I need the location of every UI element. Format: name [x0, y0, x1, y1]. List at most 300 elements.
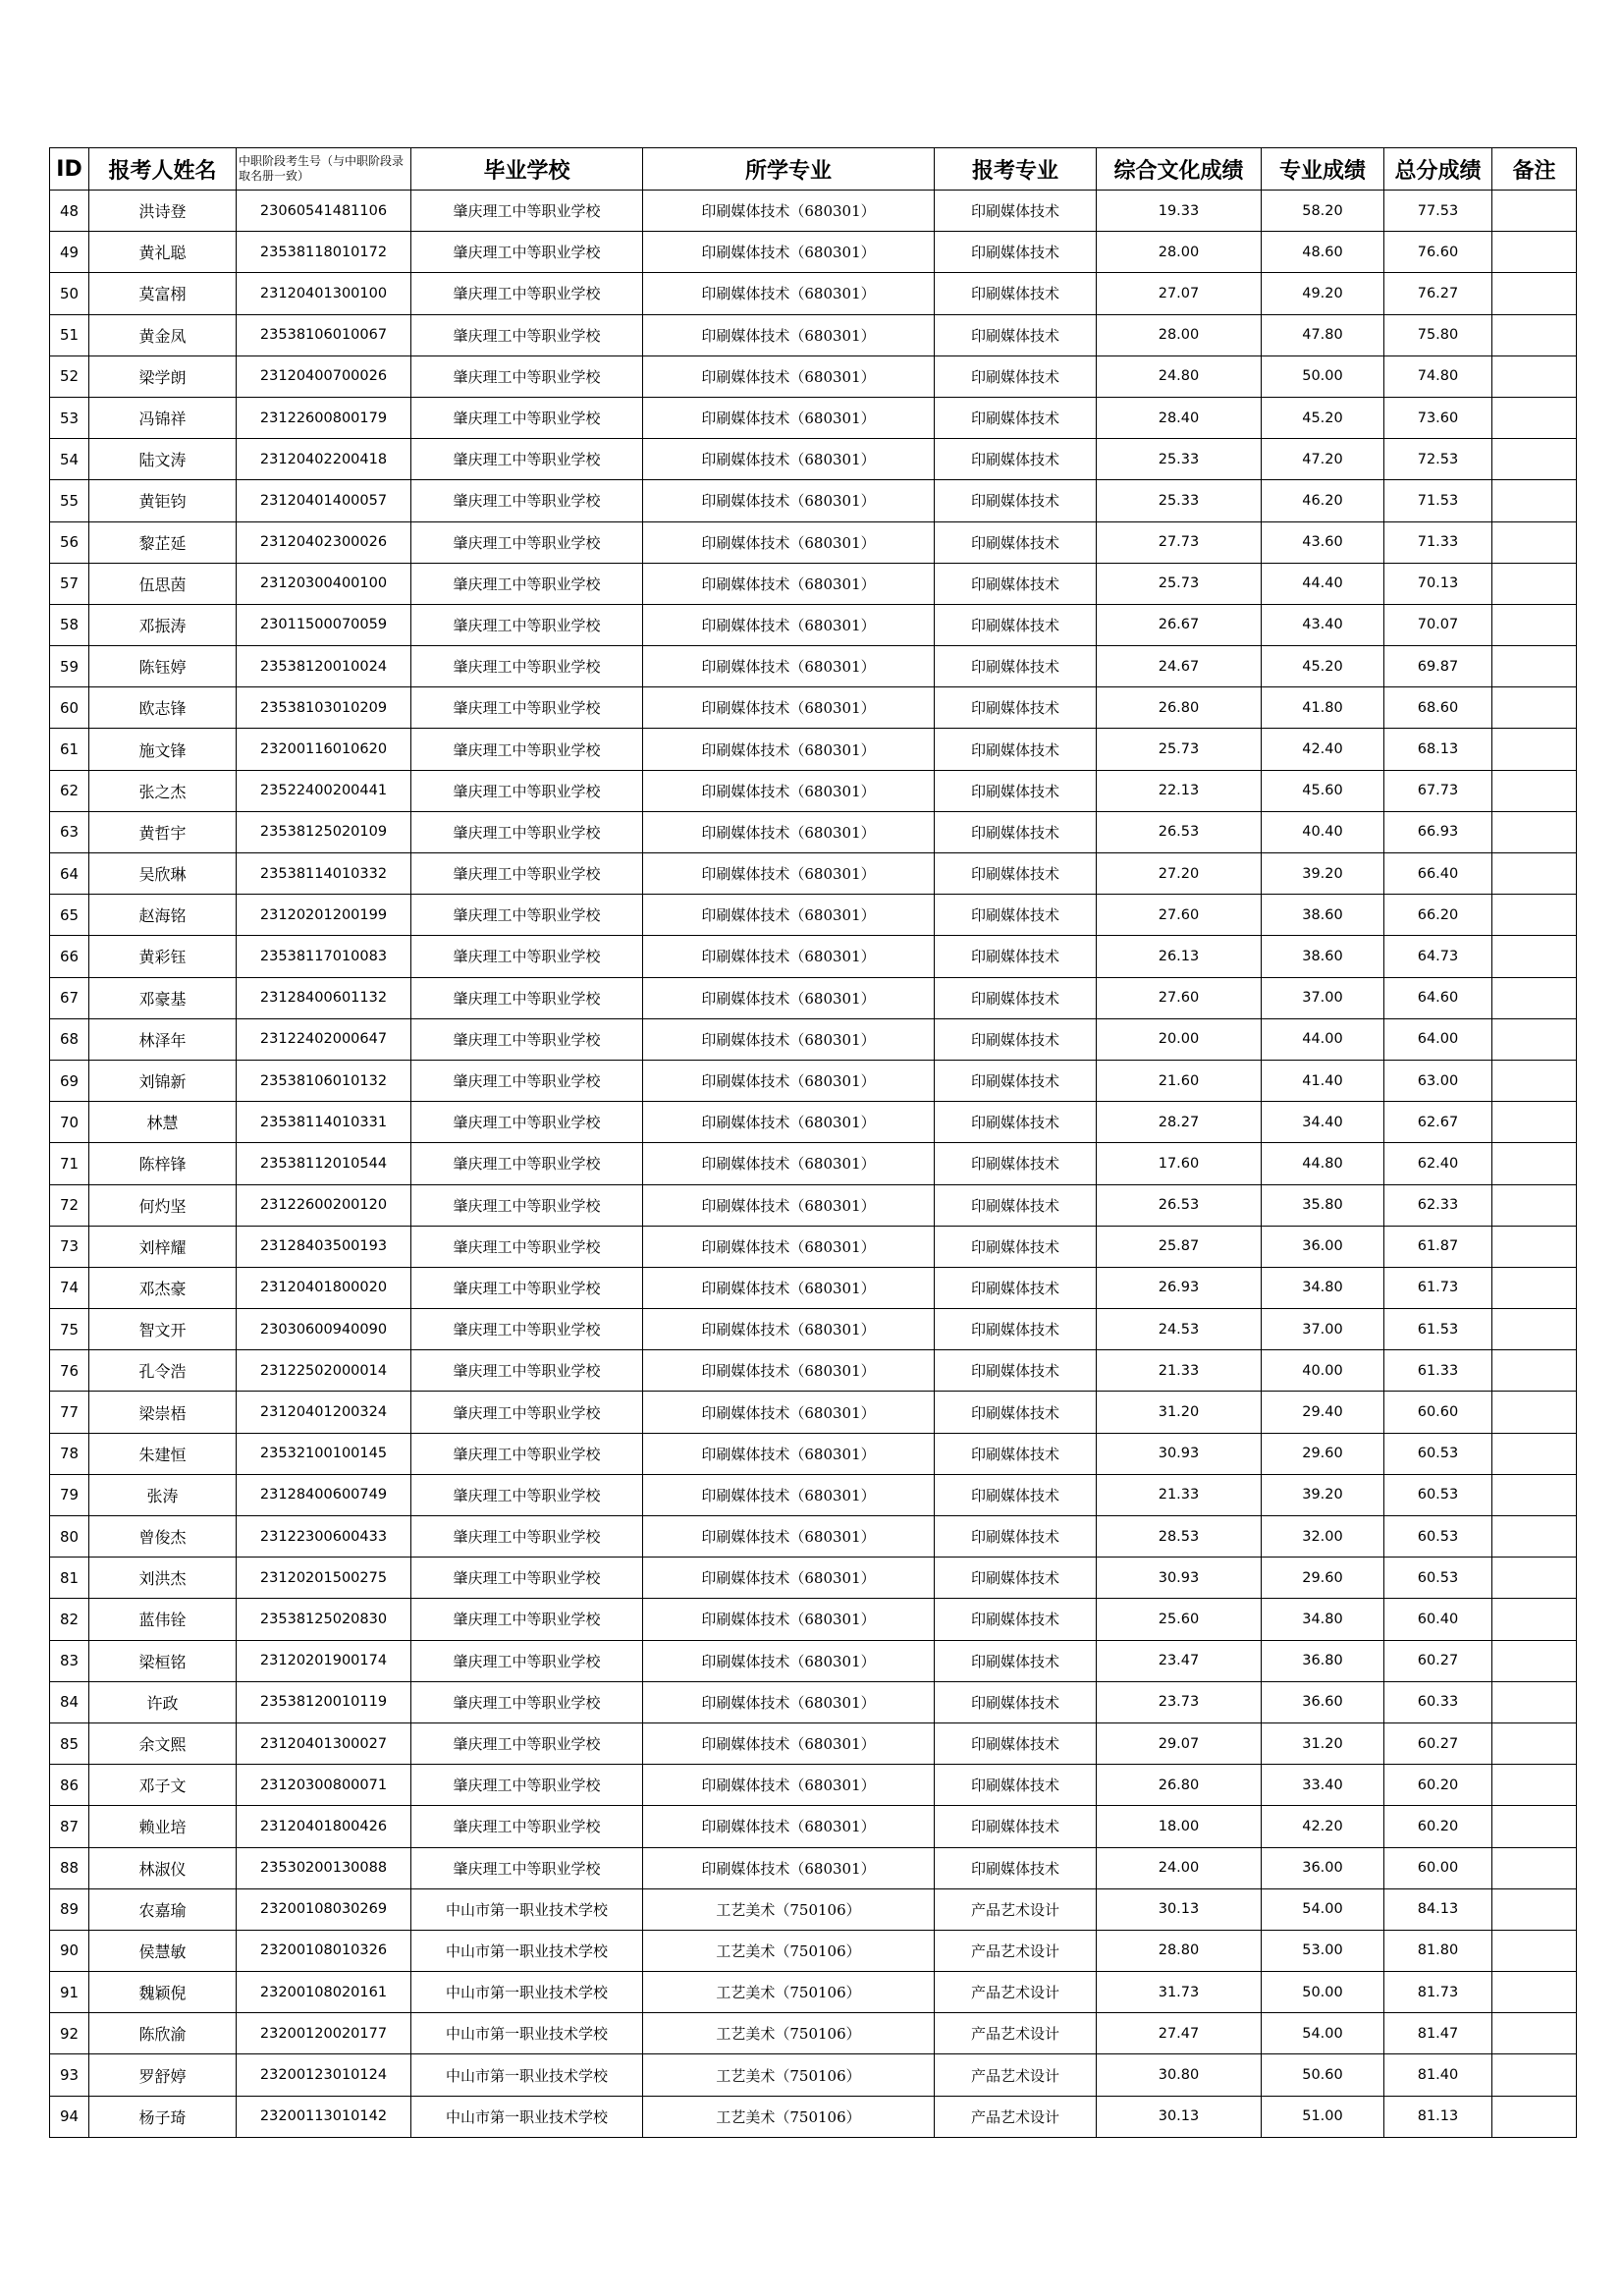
- cell-major-score: 50.00: [1262, 355, 1384, 397]
- cell-exam-no: 23538112010544: [237, 1143, 411, 1184]
- cell-major-score: 54.00: [1262, 1888, 1384, 1930]
- cell-name: 智文开: [89, 1309, 237, 1350]
- cell-remark: [1492, 1888, 1577, 1930]
- cell-remark: [1492, 1184, 1577, 1226]
- cell-remark: [1492, 314, 1577, 355]
- cell-total-score: 61.73: [1384, 1267, 1492, 1308]
- cell-culture-score: 26.67: [1097, 604, 1262, 645]
- cell-major-studied: 印刷媒体技术（680301）: [643, 1309, 935, 1350]
- cell-total-score: 68.60: [1384, 687, 1492, 729]
- cell-major-applied: 印刷媒体技术: [935, 1516, 1097, 1558]
- cell-school: 肇庆理工中等职业学校: [411, 563, 643, 604]
- header-exam-no: 中职阶段考生号（与中职阶段录取名册一致）: [237, 148, 411, 191]
- cell-culture-score: 23.73: [1097, 1681, 1262, 1722]
- cell-major-studied: 印刷媒体技术（680301）: [643, 314, 935, 355]
- table-row: [50, 191, 1577, 232]
- cell-major-score: 44.80: [1262, 1143, 1384, 1184]
- cell-culture-score: 27.07: [1097, 273, 1262, 314]
- table-row: [50, 1060, 1577, 1101]
- cell-name: 陈欣渝: [89, 2013, 237, 2054]
- cell-exam-no: 23122600200120: [237, 1184, 411, 1226]
- cell-major-studied: 印刷媒体技术（680301）: [643, 811, 935, 852]
- cell-id: 91: [50, 1972, 89, 2013]
- cell-name: 洪诗登: [89, 191, 237, 232]
- cell-major-studied: 印刷媒体技术（680301）: [643, 1640, 935, 1681]
- cell-id: 59: [50, 646, 89, 687]
- cell-culture-score: 19.33: [1097, 191, 1262, 232]
- cell-culture-score: 26.53: [1097, 811, 1262, 852]
- cell-major-applied: 产品艺术设计: [935, 1930, 1097, 1971]
- cell-name: 梁崇梧: [89, 1392, 237, 1433]
- table-row: [50, 1888, 1577, 1930]
- cell-major-score: 58.20: [1262, 191, 1384, 232]
- cell-school: 肇庆理工中等职业学校: [411, 191, 643, 232]
- table-row: [50, 1226, 1577, 1267]
- cell-total-score: 71.33: [1384, 521, 1492, 563]
- cell-exam-no: 23120401800020: [237, 1267, 411, 1308]
- cell-id: 64: [50, 853, 89, 895]
- cell-major-score: 39.20: [1262, 853, 1384, 895]
- cell-major-score: 31.20: [1262, 1722, 1384, 1764]
- cell-school: 肇庆理工中等职业学校: [411, 1392, 643, 1433]
- header-major-studied: 所学专业: [643, 148, 935, 191]
- cell-major-score: 32.00: [1262, 1516, 1384, 1558]
- cell-school: 肇庆理工中等职业学校: [411, 977, 643, 1018]
- cell-total-score: 76.27: [1384, 273, 1492, 314]
- cell-major-score: 48.60: [1262, 232, 1384, 273]
- cell-total-score: 75.80: [1384, 314, 1492, 355]
- cell-total-score: 68.13: [1384, 729, 1492, 770]
- cell-total-score: 60.40: [1384, 1599, 1492, 1640]
- cell-culture-score: 27.20: [1097, 853, 1262, 895]
- cell-exam-no: 23538118010172: [237, 232, 411, 273]
- cell-culture-score: 31.20: [1097, 1392, 1262, 1433]
- cell-id: 74: [50, 1267, 89, 1308]
- cell-name: 梁学朗: [89, 355, 237, 397]
- cell-major-applied: 印刷媒体技术: [935, 1599, 1097, 1640]
- cell-name: 黄哲宇: [89, 811, 237, 852]
- cell-major-score: 51.00: [1262, 2096, 1384, 2137]
- header-school: 毕业学校: [411, 148, 643, 191]
- cell-name: 黄彩钰: [89, 936, 237, 977]
- table-row: [50, 2054, 1577, 2096]
- cell-id: 54: [50, 439, 89, 480]
- cell-major-score: 43.40: [1262, 604, 1384, 645]
- cell-major-applied: 产品艺术设计: [935, 2013, 1097, 2054]
- cell-culture-score: 27.47: [1097, 2013, 1262, 2054]
- cell-major-studied: 工艺美术（750106）: [643, 2054, 935, 2096]
- cell-culture-score: 24.80: [1097, 355, 1262, 397]
- table-row: [50, 687, 1577, 729]
- cell-id: 71: [50, 1143, 89, 1184]
- cell-name: 施文锋: [89, 729, 237, 770]
- cell-remark: [1492, 521, 1577, 563]
- cell-exam-no: 23120401800426: [237, 1806, 411, 1847]
- cell-exam-no: 23538103010209: [237, 687, 411, 729]
- cell-id: 84: [50, 1681, 89, 1722]
- cell-major-score: 53.00: [1262, 1930, 1384, 1971]
- cell-major-studied: 印刷媒体技术（680301）: [643, 895, 935, 936]
- cell-school: 中山市第一职业技术学校: [411, 2054, 643, 2096]
- cell-school: 肇庆理工中等职业学校: [411, 1474, 643, 1515]
- cell-major-applied: 印刷媒体技术: [935, 355, 1097, 397]
- cell-total-score: 64.60: [1384, 977, 1492, 1018]
- cell-remark: [1492, 853, 1577, 895]
- cell-major-studied: 印刷媒体技术（680301）: [643, 936, 935, 977]
- cell-exam-no: 23538106010132: [237, 1060, 411, 1101]
- cell-school: 肇庆理工中等职业学校: [411, 1102, 643, 1143]
- cell-id: 55: [50, 480, 89, 521]
- cell-major-studied: 印刷媒体技术（680301）: [643, 1392, 935, 1433]
- cell-culture-score: 28.27: [1097, 1102, 1262, 1143]
- header-culture-score: 综合文化成绩: [1097, 148, 1262, 191]
- cell-name: 刘洪杰: [89, 1558, 237, 1599]
- cell-name: 刘锦新: [89, 1060, 237, 1101]
- cell-culture-score: 30.80: [1097, 2054, 1262, 2096]
- cell-major-applied: 印刷媒体技术: [935, 853, 1097, 895]
- cell-major-studied: 印刷媒体技术（680301）: [643, 1847, 935, 1888]
- cell-total-score: 60.20: [1384, 1765, 1492, 1806]
- cell-culture-score: 24.53: [1097, 1309, 1262, 1350]
- cell-major-applied: 印刷媒体技术: [935, 1102, 1097, 1143]
- table-row: [50, 853, 1577, 895]
- cell-major-applied: 印刷媒体技术: [935, 1433, 1097, 1474]
- cell-name: 欧志锋: [89, 687, 237, 729]
- cell-exam-no: 23538114010332: [237, 853, 411, 895]
- cell-major-applied: 印刷媒体技术: [935, 1018, 1097, 1060]
- cell-remark: [1492, 563, 1577, 604]
- table-row: [50, 1681, 1577, 1722]
- cell-major-studied: 工艺美术（750106）: [643, 2096, 935, 2137]
- cell-major-score: 37.00: [1262, 977, 1384, 1018]
- cell-total-score: 60.53: [1384, 1433, 1492, 1474]
- table-row: [50, 1184, 1577, 1226]
- cell-school: 肇庆理工中等职业学校: [411, 232, 643, 273]
- cell-major-studied: 印刷媒体技术（680301）: [643, 355, 935, 397]
- cell-major-applied: 印刷媒体技术: [935, 729, 1097, 770]
- cell-name: 陈钰婷: [89, 646, 237, 687]
- cell-remark: [1492, 191, 1577, 232]
- cell-major-applied: 印刷媒体技术: [935, 1722, 1097, 1764]
- header-major-score: 专业成绩: [1262, 148, 1384, 191]
- cell-name: 林淑仪: [89, 1847, 237, 1888]
- cell-school: 中山市第一职业技术学校: [411, 1972, 643, 2013]
- cell-total-score: 60.00: [1384, 1847, 1492, 1888]
- cell-id: 81: [50, 1558, 89, 1599]
- cell-total-score: 76.60: [1384, 232, 1492, 273]
- cell-school: 肇庆理工中等职业学校: [411, 1350, 643, 1392]
- cell-major-studied: 印刷媒体技术（680301）: [643, 563, 935, 604]
- cell-remark: [1492, 1018, 1577, 1060]
- cell-remark: [1492, 1267, 1577, 1308]
- header-id: ID: [50, 148, 89, 191]
- cell-major-score: 29.60: [1262, 1433, 1384, 1474]
- cell-major-score: 45.20: [1262, 397, 1384, 438]
- cell-major-applied: 印刷媒体技术: [935, 1806, 1097, 1847]
- cell-exam-no: 23128403500193: [237, 1226, 411, 1267]
- cell-culture-score: 25.87: [1097, 1226, 1262, 1267]
- cell-culture-score: 30.13: [1097, 1888, 1262, 1930]
- table-row: [50, 770, 1577, 811]
- cell-id: 88: [50, 1847, 89, 1888]
- cell-major-score: 50.60: [1262, 2054, 1384, 2096]
- cell-major-score: 36.80: [1262, 1640, 1384, 1681]
- cell-total-score: 81.40: [1384, 2054, 1492, 2096]
- cell-major-studied: 印刷媒体技术（680301）: [643, 191, 935, 232]
- cell-school: 肇庆理工中等职业学校: [411, 1640, 643, 1681]
- cell-id: 69: [50, 1060, 89, 1101]
- cell-remark: [1492, 273, 1577, 314]
- cell-culture-score: 31.73: [1097, 1972, 1262, 2013]
- cell-major-studied: 印刷媒体技术（680301）: [643, 1184, 935, 1226]
- cell-exam-no: 23122402000647: [237, 1018, 411, 1060]
- cell-total-score: 81.13: [1384, 2096, 1492, 2137]
- cell-major-applied: 印刷媒体技术: [935, 1060, 1097, 1101]
- cell-major-applied: 印刷媒体技术: [935, 191, 1097, 232]
- cell-total-score: 71.53: [1384, 480, 1492, 521]
- cell-remark: [1492, 1765, 1577, 1806]
- cell-total-score: 61.33: [1384, 1350, 1492, 1392]
- table-row: [50, 563, 1577, 604]
- cell-total-score: 60.53: [1384, 1516, 1492, 1558]
- cell-exam-no: 23120401200324: [237, 1392, 411, 1433]
- cell-id: 83: [50, 1640, 89, 1681]
- cell-major-studied: 印刷媒体技术（680301）: [643, 521, 935, 563]
- cell-culture-score: 22.13: [1097, 770, 1262, 811]
- cell-major-score: 36.00: [1262, 1847, 1384, 1888]
- cell-major-studied: 印刷媒体技术（680301）: [643, 480, 935, 521]
- cell-id: 79: [50, 1474, 89, 1515]
- cell-name: 邓子文: [89, 1765, 237, 1806]
- cell-major-applied: 印刷媒体技术: [935, 563, 1097, 604]
- cell-remark: [1492, 1309, 1577, 1350]
- cell-name: 赵海铭: [89, 895, 237, 936]
- cell-major-applied: 产品艺术设计: [935, 1972, 1097, 2013]
- table-row: [50, 1972, 1577, 2013]
- cell-school: 肇庆理工中等职业学校: [411, 811, 643, 852]
- cell-remark: [1492, 1226, 1577, 1267]
- cell-id: 68: [50, 1018, 89, 1060]
- cell-total-score: 60.60: [1384, 1392, 1492, 1433]
- cell-culture-score: 28.80: [1097, 1930, 1262, 1971]
- cell-exam-no: 23200113010142: [237, 2096, 411, 2137]
- cell-total-score: 60.20: [1384, 1806, 1492, 1847]
- cell-school: 肇庆理工中等职业学校: [411, 1267, 643, 1308]
- cell-school: 肇庆理工中等职业学校: [411, 1681, 643, 1722]
- table-row: [50, 977, 1577, 1018]
- cell-major-applied: 印刷媒体技术: [935, 1226, 1097, 1267]
- cell-id: 61: [50, 729, 89, 770]
- cell-total-score: 60.27: [1384, 1640, 1492, 1681]
- cell-culture-score: 26.80: [1097, 687, 1262, 729]
- cell-name: 赖业培: [89, 1806, 237, 1847]
- cell-major-applied: 印刷媒体技术: [935, 1309, 1097, 1350]
- cell-remark: [1492, 1392, 1577, 1433]
- table-row: [50, 521, 1577, 563]
- table-row: [50, 1309, 1577, 1350]
- cell-total-score: 72.53: [1384, 439, 1492, 480]
- cell-major-studied: 印刷媒体技术（680301）: [643, 1681, 935, 1722]
- cell-culture-score: 30.93: [1097, 1433, 1262, 1474]
- cell-major-studied: 印刷媒体技术（680301）: [643, 1516, 935, 1558]
- cell-culture-score: 27.73: [1097, 521, 1262, 563]
- cell-id: 58: [50, 604, 89, 645]
- cell-culture-score: 28.53: [1097, 1516, 1262, 1558]
- cell-name: 伍思茵: [89, 563, 237, 604]
- cell-remark: [1492, 770, 1577, 811]
- cell-major-applied: 印刷媒体技术: [935, 273, 1097, 314]
- cell-remark: [1492, 2013, 1577, 2054]
- cell-major-studied: 印刷媒体技术（680301）: [643, 646, 935, 687]
- cell-id: 62: [50, 770, 89, 811]
- cell-major-studied: 印刷媒体技术（680301）: [643, 439, 935, 480]
- table-row: [50, 2013, 1577, 2054]
- cell-major-score: 42.20: [1262, 1806, 1384, 1847]
- cell-major-score: 40.00: [1262, 1350, 1384, 1392]
- cell-id: 90: [50, 1930, 89, 1971]
- cell-total-score: 74.80: [1384, 355, 1492, 397]
- cell-total-score: 77.53: [1384, 191, 1492, 232]
- cell-exam-no: 23200123010124: [237, 2054, 411, 2096]
- cell-exam-no: 23200108030269: [237, 1888, 411, 1930]
- cell-exam-no: 23200108020161: [237, 1972, 411, 2013]
- table-row: [50, 729, 1577, 770]
- cell-major-score: 33.40: [1262, 1765, 1384, 1806]
- cell-name: 邓杰豪: [89, 1267, 237, 1308]
- cell-total-score: 81.47: [1384, 2013, 1492, 2054]
- cell-major-score: 45.60: [1262, 770, 1384, 811]
- cell-name: 侯慧敏: [89, 1930, 237, 1971]
- cell-major-studied: 工艺美术（750106）: [643, 2013, 935, 2054]
- cell-name: 吴欣琳: [89, 853, 237, 895]
- cell-remark: [1492, 687, 1577, 729]
- cell-id: 89: [50, 1888, 89, 1930]
- cell-major-score: 36.00: [1262, 1226, 1384, 1267]
- cell-total-score: 62.40: [1384, 1143, 1492, 1184]
- cell-remark: [1492, 895, 1577, 936]
- cell-major-applied: 印刷媒体技术: [935, 811, 1097, 852]
- cell-major-applied: 产品艺术设计: [935, 1888, 1097, 1930]
- cell-exam-no: 23060541481106: [237, 191, 411, 232]
- cell-total-score: 62.33: [1384, 1184, 1492, 1226]
- cell-exam-no: 23200108010326: [237, 1930, 411, 1971]
- cell-total-score: 67.73: [1384, 770, 1492, 811]
- cell-major-applied: 印刷媒体技术: [935, 687, 1097, 729]
- table-row: [50, 480, 1577, 521]
- cell-id: 77: [50, 1392, 89, 1433]
- cell-id: 50: [50, 273, 89, 314]
- cell-major-applied: 印刷媒体技术: [935, 1184, 1097, 1226]
- cell-culture-score: 26.53: [1097, 1184, 1262, 1226]
- cell-id: 78: [50, 1433, 89, 1474]
- cell-exam-no: 23120201500275: [237, 1558, 411, 1599]
- cell-school: 肇庆理工中等职业学校: [411, 729, 643, 770]
- cell-school: 肇庆理工中等职业学校: [411, 314, 643, 355]
- cell-school: 肇庆理工中等职业学校: [411, 853, 643, 895]
- cell-major-score: 34.40: [1262, 1102, 1384, 1143]
- table-row: [50, 936, 1577, 977]
- cell-major-score: 46.20: [1262, 480, 1384, 521]
- cell-culture-score: 21.60: [1097, 1060, 1262, 1101]
- cell-culture-score: 26.80: [1097, 1765, 1262, 1806]
- cell-remark: [1492, 646, 1577, 687]
- table-row: [50, 2096, 1577, 2137]
- cell-school: 肇庆理工中等职业学校: [411, 397, 643, 438]
- cell-exam-no: 23200120020177: [237, 2013, 411, 2054]
- cell-major-applied: 印刷媒体技术: [935, 1765, 1097, 1806]
- cell-major-applied: 印刷媒体技术: [935, 314, 1097, 355]
- cell-major-studied: 印刷媒体技术（680301）: [643, 1350, 935, 1392]
- cell-major-studied: 印刷媒体技术（680301）: [643, 1226, 935, 1267]
- cell-name: 林慧: [89, 1102, 237, 1143]
- cell-major-studied: 印刷媒体技术（680301）: [643, 1806, 935, 1847]
- cell-major-score: 44.00: [1262, 1018, 1384, 1060]
- cell-school: 肇庆理工中等职业学校: [411, 1143, 643, 1184]
- cell-remark: [1492, 811, 1577, 852]
- table-row: [50, 1350, 1577, 1392]
- cell-exam-no: 23122300600433: [237, 1516, 411, 1558]
- cell-school: 肇庆理工中等职业学校: [411, 1433, 643, 1474]
- table-row: [50, 895, 1577, 936]
- cell-major-score: 47.80: [1262, 314, 1384, 355]
- table-row: [50, 1806, 1577, 1847]
- cell-major-studied: 印刷媒体技术（680301）: [643, 1722, 935, 1764]
- cell-total-score: 60.27: [1384, 1722, 1492, 1764]
- cell-school: 肇庆理工中等职业学校: [411, 1765, 643, 1806]
- cell-exam-no: 23011500070059: [237, 604, 411, 645]
- cell-id: 93: [50, 2054, 89, 2096]
- cell-major-studied: 工艺美术（750106）: [643, 1888, 935, 1930]
- cell-major-studied: 印刷媒体技术（680301）: [643, 397, 935, 438]
- cell-exam-no: 23120201200199: [237, 895, 411, 936]
- cell-major-studied: 印刷媒体技术（680301）: [643, 1474, 935, 1515]
- cell-major-applied: 印刷媒体技术: [935, 1640, 1097, 1681]
- cell-name: 林泽年: [89, 1018, 237, 1060]
- cell-exam-no: 23120400700026: [237, 355, 411, 397]
- cell-name: 余文熙: [89, 1722, 237, 1764]
- cell-total-score: 73.60: [1384, 397, 1492, 438]
- cell-id: 65: [50, 895, 89, 936]
- cell-name: 张涛: [89, 1474, 237, 1515]
- cell-name: 黄礼聪: [89, 232, 237, 273]
- cell-culture-score: 21.33: [1097, 1350, 1262, 1392]
- cell-exam-no: 23530200130088: [237, 1847, 411, 1888]
- cell-major-studied: 印刷媒体技术（680301）: [643, 232, 935, 273]
- cell-name: 农嘉瑜: [89, 1888, 237, 1930]
- cell-major-score: 45.20: [1262, 646, 1384, 687]
- cell-school: 肇庆理工中等职业学校: [411, 1309, 643, 1350]
- cell-major-applied: 产品艺术设计: [935, 2054, 1097, 2096]
- cell-remark: [1492, 1599, 1577, 1640]
- cell-id: 82: [50, 1599, 89, 1640]
- cell-culture-score: 25.33: [1097, 480, 1262, 521]
- cell-culture-score: 25.73: [1097, 729, 1262, 770]
- cell-id: 85: [50, 1722, 89, 1764]
- table-row: [50, 646, 1577, 687]
- cell-id: 92: [50, 2013, 89, 2054]
- cell-major-score: 41.80: [1262, 687, 1384, 729]
- table-row: [50, 232, 1577, 273]
- cell-exam-no: 23120402200418: [237, 439, 411, 480]
- cell-major-studied: 印刷媒体技术（680301）: [643, 729, 935, 770]
- cell-major-applied: 产品艺术设计: [935, 2096, 1097, 2137]
- table-row: [50, 1930, 1577, 1971]
- table-row: [50, 439, 1577, 480]
- cell-remark: [1492, 1806, 1577, 1847]
- cell-major-studied: 工艺美术（750106）: [643, 1972, 935, 2013]
- cell-culture-score: 28.40: [1097, 397, 1262, 438]
- cell-culture-score: 25.33: [1097, 439, 1262, 480]
